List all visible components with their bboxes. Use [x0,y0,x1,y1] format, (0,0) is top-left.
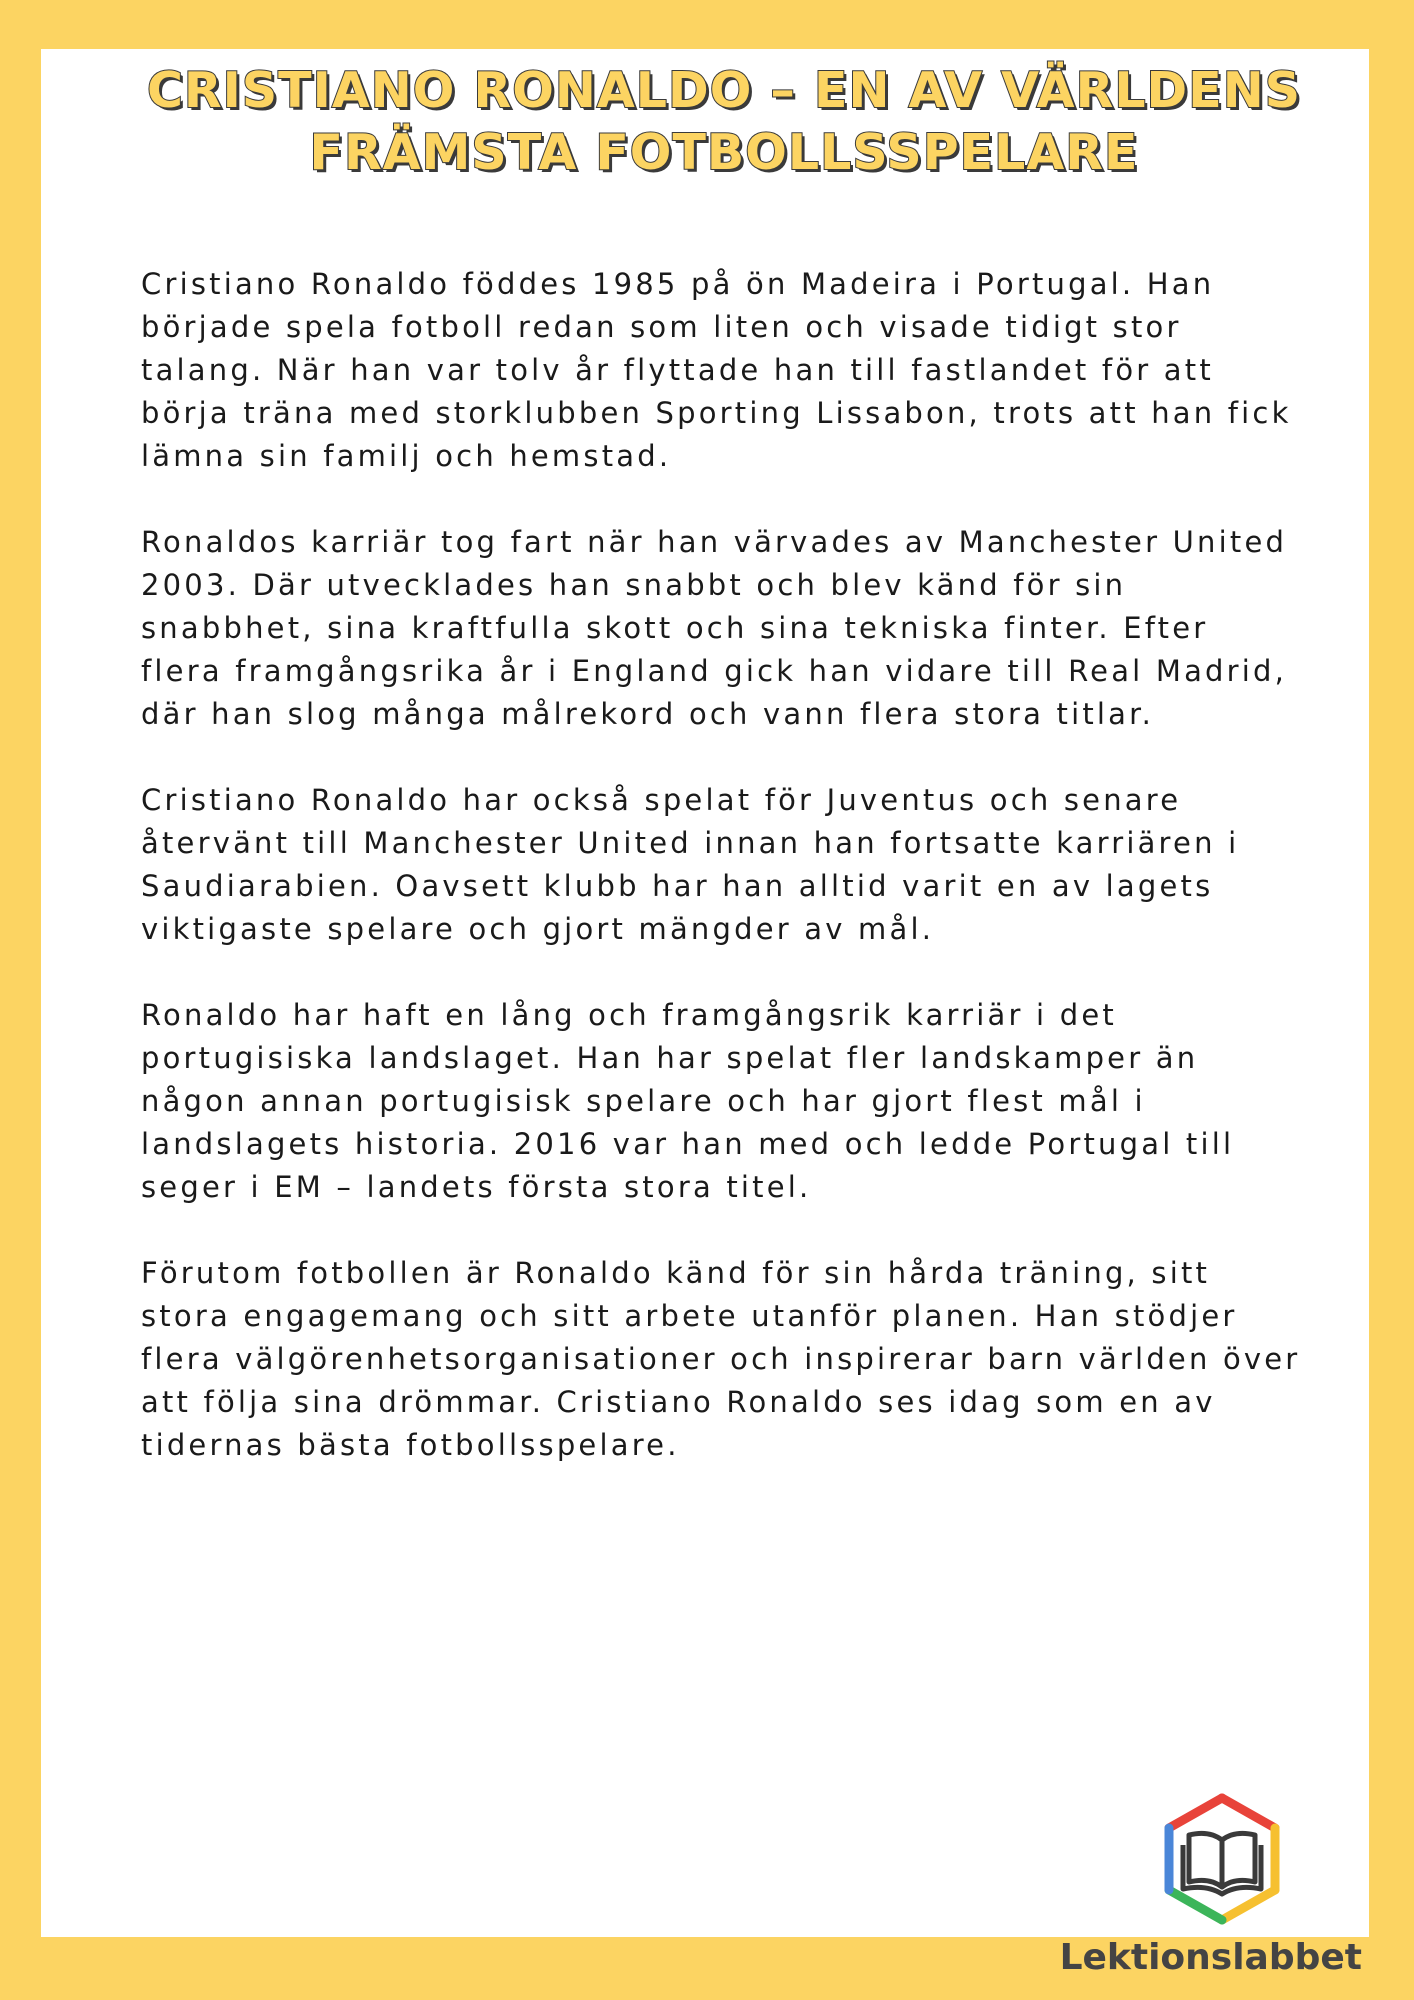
paragraph-4: Ronaldo har haft en lång och framgångsrik karriär i det portugisiska landslaget. Han har spelat fler landskamper än någon annan portugisisk spelare och har gjort flest mål i landslagets historia. 2016 var han med och ledde Portugal till seger i EM – landets första stora titel. [141,998,1235,1204]
paragraph-2: Ronaldos karriär tog fart när han värvades av Manchester United 2003. Där utvecklades han snabbt och blev känd för sin snabbhet, sina kraftfulla skott och sina tekniska finter. Efter flera framgångsrika år i England gick han vidare till Real Madrid, där han slog många målrekord och vann flera stora titlar. [141,525,1288,731]
paragraph-5: Förutom fotbollen är Ronaldo känd för sin hårda träning, sitt stora engagemang och sitt arbete utanför planen. Han stödjer flera välgörenhetsorganisationer och inspirerar barn världen över att följa sina drömmar. Cristiano Ronaldo ses idag som en av tidernas bästa fotbollsspelare. [141,1256,1301,1462]
article-body [141,263,1301,1510]
paragraph-3: Cristiano Ronaldo har också spelat för Juventus och senare återvänt till Manchester United innan han fortsatte karriären i Saudiarabien. Oavsett klubb har han alltid varit en av lagets viktigaste spelare och gjort mängder av mål. [141,783,1240,946]
page-title: CRISTIANO RONALDO – EN AV VÄRLDENS FRÄMSTA FOTBOLLSSPELARE [146,62,1302,181]
brand-name: Lektionslabbet [1059,1937,1362,1978]
open-book-hexagon-icon [1157,1790,1287,1930]
paragraph-1: Cristiano Ronaldo föddes 1985 på ön Madeira i Portugal. Han började spela fotboll redan som liten och visade tidigt stor talang. När han var tolv år flyttade han till fastlandet för att börja träna med storklubben Sporting Lissabon, trots att han fick lämna sin familj och hemstad. [141,267,1292,473]
